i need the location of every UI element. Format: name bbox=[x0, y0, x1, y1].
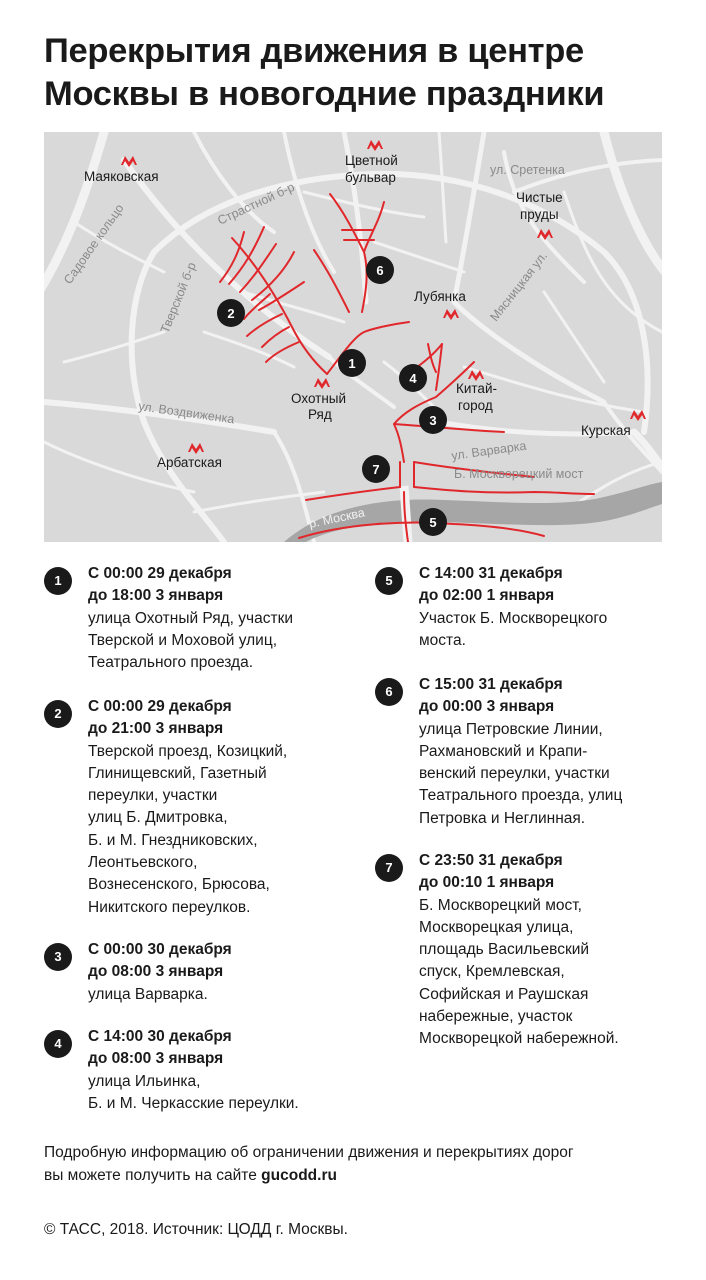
street-moskvoretsky: Б. Москворецкий мост bbox=[454, 467, 584, 481]
closure-desc-line: Б. и М. Гнездниковских, bbox=[88, 831, 258, 849]
title-line-2: Москвы в новогодние праздники bbox=[44, 75, 605, 113]
station-okhotny-1: Охотный bbox=[291, 391, 347, 406]
marker-7[interactable] bbox=[362, 455, 390, 483]
closure-desc-line: моста. bbox=[419, 631, 466, 649]
metro-m-icon bbox=[314, 378, 330, 389]
station-lubyanka: Лубянка bbox=[414, 289, 466, 304]
station-kitay-2: город bbox=[458, 398, 493, 413]
closure-desc-line: венский переулки, участки bbox=[419, 765, 610, 783]
copyright: © ТАСС, 2018. Источник: ЦОДД г. Москвы. bbox=[44, 1221, 348, 1238]
closure-desc-line: Никитского переулков. bbox=[88, 898, 251, 916]
closure-desc-line: улица Варварка. bbox=[88, 985, 208, 1003]
street-tverskoy: Тверской б-р bbox=[157, 260, 199, 336]
station-mayakovskaya: Маяковская bbox=[84, 169, 159, 184]
closure-desc-line: набережные, участок bbox=[419, 1008, 573, 1026]
footer-prefix: вы можете получить на сайте bbox=[44, 1166, 262, 1184]
svg-text:6: 6 bbox=[376, 263, 384, 278]
closure-desc-line: Б. Москворецкий мост, bbox=[419, 896, 582, 914]
street-sretenka: ул. Сретенка bbox=[490, 163, 565, 177]
closure-number: 4 bbox=[44, 1030, 72, 1058]
footer-line-2 bbox=[44, 1165, 684, 1188]
station-tsvetnoy-2: бульвар bbox=[345, 170, 396, 185]
closure-end: до 00:00 3 января bbox=[419, 698, 555, 716]
svg-text:1: 1 bbox=[348, 356, 356, 371]
closure-end: до 00:10 1 января bbox=[419, 874, 555, 892]
map-canvas bbox=[44, 132, 662, 542]
footer-line-1: Подробную информацию об ограничении движения и перекрытиях дорог bbox=[44, 1144, 574, 1161]
closure-end: до 08:00 3 января bbox=[88, 963, 224, 981]
map[interactable] bbox=[44, 132, 662, 542]
closure-desc-line: Петровка и Неглинная. bbox=[419, 809, 586, 827]
closure-number: 3 bbox=[44, 943, 72, 971]
closure-number: 7 bbox=[375, 854, 403, 882]
station-tsvetnoy-1: Цветной bbox=[345, 153, 398, 168]
closure-number: 2 bbox=[44, 700, 72, 728]
closure-desc-line: Вознесенского, Брюсова, bbox=[88, 876, 270, 894]
closure-end: до 02:00 1 января bbox=[419, 587, 555, 605]
closure-number: 6 bbox=[375, 678, 403, 706]
closure-desc-line: Тверской проезд, Козицкий, bbox=[88, 742, 288, 760]
svg-text:7: 7 bbox=[372, 462, 380, 477]
marker-1[interactable] bbox=[338, 349, 366, 377]
closure-desc-line: улица Охотный Ряд, участки bbox=[88, 609, 294, 627]
metro-m-icon bbox=[367, 140, 383, 151]
station-chistye-2: пруды bbox=[520, 207, 559, 222]
river-label: р. Москва bbox=[307, 505, 366, 531]
closure-desc-line: Рахмановский и Крапи- bbox=[419, 742, 588, 760]
closure-desc-line: улиц Б. Дмитровка, bbox=[88, 809, 228, 827]
closure-start: С 14:00 31 декабря bbox=[419, 565, 563, 582]
footer-note bbox=[44, 1142, 684, 1187]
station-okhotny-2: Ряд bbox=[308, 407, 332, 422]
station-arbatskaya: Арбатская bbox=[157, 455, 222, 470]
svg-text:5: 5 bbox=[429, 515, 437, 530]
closure-desc-line: Театрального проезда. bbox=[88, 654, 254, 672]
closure-desc-line: улица Петровские Линии, bbox=[419, 720, 603, 738]
closure-desc-line: Леонтьевского, bbox=[88, 854, 198, 872]
closure-desc-line: Софийская и Раушская bbox=[419, 985, 589, 1003]
closure-desc-line: Москворецкая улица, bbox=[419, 918, 574, 936]
street-sadovoe: Садовое кольцо bbox=[60, 201, 127, 287]
closure-start: С 00:00 29 декабря bbox=[88, 698, 232, 715]
closure-desc-line: Участок Б. Москворецкого bbox=[419, 609, 608, 627]
marker-6[interactable] bbox=[366, 256, 394, 284]
closure-number: 5 bbox=[375, 567, 403, 595]
closure-desc-line: улица Ильинка, bbox=[88, 1072, 201, 1090]
title-line-1: Перекрытия движения в центре bbox=[44, 32, 584, 70]
closure-desc-line: переулки, участки bbox=[88, 787, 218, 805]
closure-desc-line: спуск, Кремлевская, bbox=[419, 963, 565, 981]
street-vozdvizhenka: ул. Воздвиженка bbox=[137, 399, 236, 427]
closure-number: 1 bbox=[44, 567, 72, 595]
station-kitay-1: Китай- bbox=[456, 381, 497, 396]
marker-3[interactable] bbox=[419, 406, 447, 434]
closure-start: С 00:00 30 декабря bbox=[88, 941, 232, 958]
closure-desc-line: Москворецкой набережной. bbox=[419, 1030, 619, 1048]
marker-2[interactable] bbox=[217, 299, 245, 327]
station-kurskaya: Курская bbox=[581, 423, 631, 438]
closure-desc-line: Тверской и Моховой улиц, bbox=[88, 631, 278, 649]
svg-text:3: 3 bbox=[429, 413, 437, 428]
metro-m-icon bbox=[188, 443, 204, 454]
closure-start: С 00:00 29 декабря bbox=[88, 565, 232, 582]
marker-4[interactable] bbox=[399, 364, 427, 392]
closure-desc-line: Глинищевский, Газетный bbox=[88, 764, 267, 782]
closure-desc-line: Б. и М. Черкасские переулки. bbox=[88, 1094, 299, 1112]
closure-end: до 18:00 3 января bbox=[88, 587, 224, 605]
page-title bbox=[44, 30, 684, 116]
metro-m-icon bbox=[443, 309, 459, 320]
marker-5[interactable] bbox=[419, 508, 447, 536]
street-varvarka: ул. Варварка bbox=[450, 438, 528, 463]
footer-site-link[interactable]: gucodd.ru bbox=[261, 1166, 337, 1184]
closure-start: С 15:00 31 декабря bbox=[419, 676, 563, 693]
closure-start: С 23:50 31 декабря bbox=[419, 852, 563, 869]
closure-desc-line: площадь Васильевский bbox=[419, 941, 590, 959]
closure-desc-line: Театрального проезда, улиц bbox=[419, 787, 623, 805]
closure-end: до 21:00 3 января bbox=[88, 720, 224, 738]
closure-end: до 08:00 3 января bbox=[88, 1050, 224, 1068]
closure-start: С 14:00 30 декабря bbox=[88, 1028, 232, 1045]
station-chistye-1: Чистые bbox=[516, 190, 563, 205]
street-myasnitskaya: Мясницкая ул. bbox=[487, 248, 551, 324]
svg-text:2: 2 bbox=[227, 306, 235, 321]
street-strastnoy: Страстной б-р bbox=[215, 179, 297, 228]
svg-text:4: 4 bbox=[409, 371, 417, 386]
